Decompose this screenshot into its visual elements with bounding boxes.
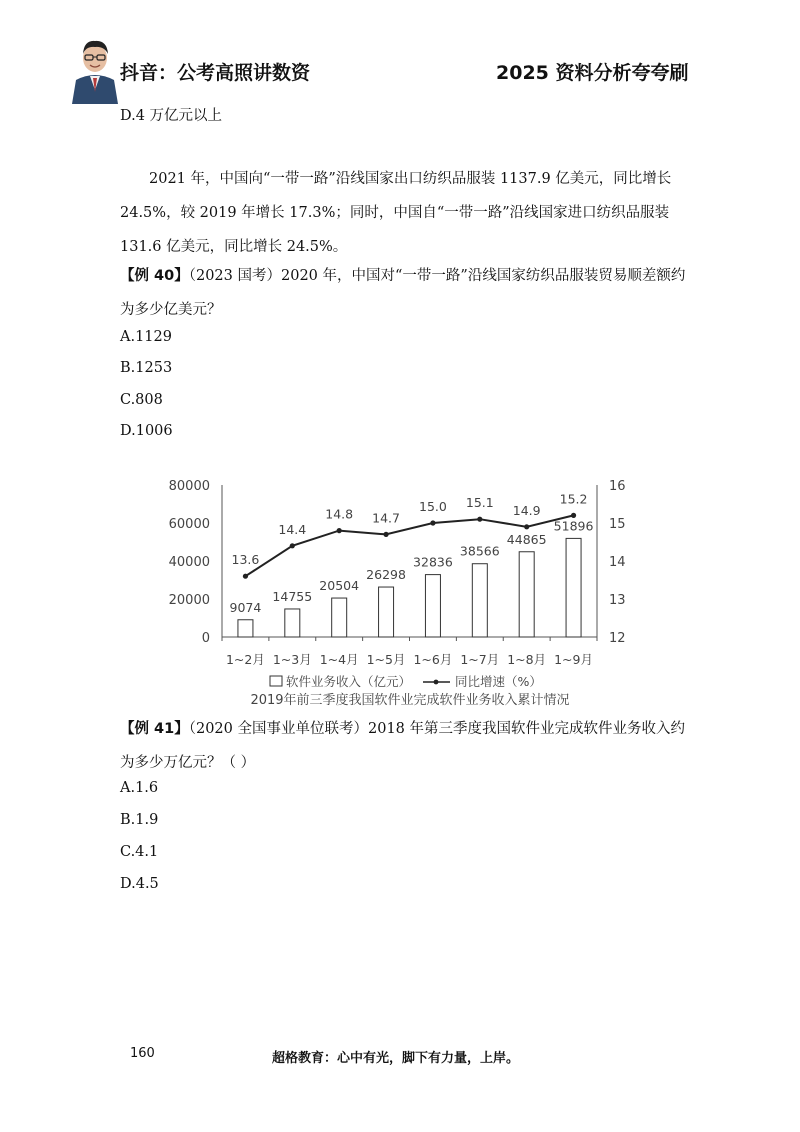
y-tick-left: 20000 xyxy=(168,593,210,608)
software-revenue-chart xyxy=(160,470,640,710)
question-40-text: （2023 国考）2020 年，中国对“一带一路”沿线国家纺织品服装贸易顺差额约为多少亿美元？ xyxy=(120,268,686,318)
growth-point xyxy=(290,543,295,548)
q40-option-b: B.1253 xyxy=(120,360,173,376)
x-tick-label: 1~6月 xyxy=(413,652,453,667)
option-d-previous: D.4 万亿元以上 xyxy=(120,108,223,124)
growth-point xyxy=(571,513,576,518)
bar xyxy=(285,609,300,637)
growth-point xyxy=(524,524,529,529)
page-number: 160 xyxy=(130,1046,155,1061)
bar xyxy=(472,564,487,637)
y-tick-right: 13 xyxy=(609,593,626,608)
bar-data-label: 26298 xyxy=(366,567,406,583)
question-40-tag: 【例 40】 xyxy=(120,268,189,284)
legend-line-marker xyxy=(434,680,439,685)
legend-bar-swatch xyxy=(270,676,282,686)
passage-text: 2021 年，中国向“一带一路”沿线国家出口纺织品服装 1137.9 亿美元，同比增长 24.5%，较 2019 年增长 17.3%；同时，中国自“一带一路”沿线国家进口纺织品服装 131.6 亿美元，同比增长 24.5%。 xyxy=(120,171,672,255)
y-tick-right: 15 xyxy=(609,517,626,532)
bar-data-label: 32836 xyxy=(413,554,453,570)
x-tick-label: 1~7月 xyxy=(460,652,500,667)
y-tick-left: 60000 xyxy=(168,517,210,532)
bar xyxy=(425,575,440,637)
bar xyxy=(379,587,394,637)
growth-point xyxy=(477,517,482,522)
q40-option-a: A.1129 xyxy=(120,329,172,345)
q41-option-c: C.4.1 xyxy=(120,844,159,860)
x-tick-label: 1~3月 xyxy=(272,652,312,667)
question-41 xyxy=(120,712,690,780)
q41-option-b: B.1.9 xyxy=(120,812,159,828)
line-data-label: 14.4 xyxy=(278,521,307,537)
author-avatar xyxy=(68,30,122,104)
passage-paragraph xyxy=(120,162,690,264)
growth-point xyxy=(337,528,342,533)
bar xyxy=(519,552,534,637)
q40-option-c: C.808 xyxy=(120,392,163,408)
bar-data-label: 51896 xyxy=(553,518,594,534)
line-data-label: 15.1 xyxy=(465,495,494,511)
header-title-right: 2025 资料分析夸夸刷 xyxy=(496,62,689,84)
question-40 xyxy=(120,259,690,327)
legend-line-label: 同比增速（%） xyxy=(455,674,542,689)
bar-data-label: 38566 xyxy=(459,543,500,559)
chart-title: 2019年前三季度我国软件业完成软件业务收入累计情况 xyxy=(250,693,570,708)
bar xyxy=(332,598,347,637)
x-tick-label: 1~9月 xyxy=(554,652,594,667)
bar-data-label: 14755 xyxy=(272,588,313,604)
y-tick-left: 0 xyxy=(201,631,210,646)
y-tick-left: 40000 xyxy=(168,555,210,570)
line-data-label: 14.9 xyxy=(512,502,541,518)
growth-point xyxy=(243,574,248,579)
q41-option-a: A.1.6 xyxy=(120,780,159,796)
y-tick-right: 12 xyxy=(609,631,626,646)
line-data-label: 14.8 xyxy=(325,506,354,522)
y-tick-left: 80000 xyxy=(168,479,210,494)
line-data-label: 14.7 xyxy=(372,510,400,526)
y-tick-right: 14 xyxy=(609,555,626,570)
question-41-text: （2020 全国事业单位联考）2018 年第三季度我国软件业完成软件业务收入约为多少万亿元？（ ） xyxy=(120,721,686,771)
growth-point xyxy=(430,520,435,525)
line-data-label: 13.6 xyxy=(231,552,260,568)
q40-option-d: D.1006 xyxy=(120,423,173,439)
bar xyxy=(566,538,581,637)
x-tick-label: 1~4月 xyxy=(319,652,359,667)
growth-point xyxy=(383,532,388,537)
bar-data-label: 9074 xyxy=(229,599,262,615)
x-tick-label: 1~2月 xyxy=(225,652,265,667)
question-41-tag: 【例 41】 xyxy=(120,721,189,737)
line-data-label: 15.0 xyxy=(419,499,447,514)
footer-slogan: 超格教育：心中有光，脚下有力量，上岸。 xyxy=(272,1051,520,1066)
q41-option-d: D.4.5 xyxy=(120,876,159,892)
bar-data-label: 44865 xyxy=(506,531,547,547)
bar xyxy=(238,620,253,637)
legend-bar-label: 软件业务收入（亿元） xyxy=(286,674,412,689)
x-tick-label: 1~8月 xyxy=(507,652,547,667)
bar-data-label: 20504 xyxy=(319,578,360,594)
y-tick-right: 16 xyxy=(609,479,626,494)
header-title-left: 抖音：公考高照讲数资 xyxy=(120,62,311,84)
x-tick-label: 1~5月 xyxy=(366,652,406,667)
line-data-label: 15.2 xyxy=(559,491,588,507)
